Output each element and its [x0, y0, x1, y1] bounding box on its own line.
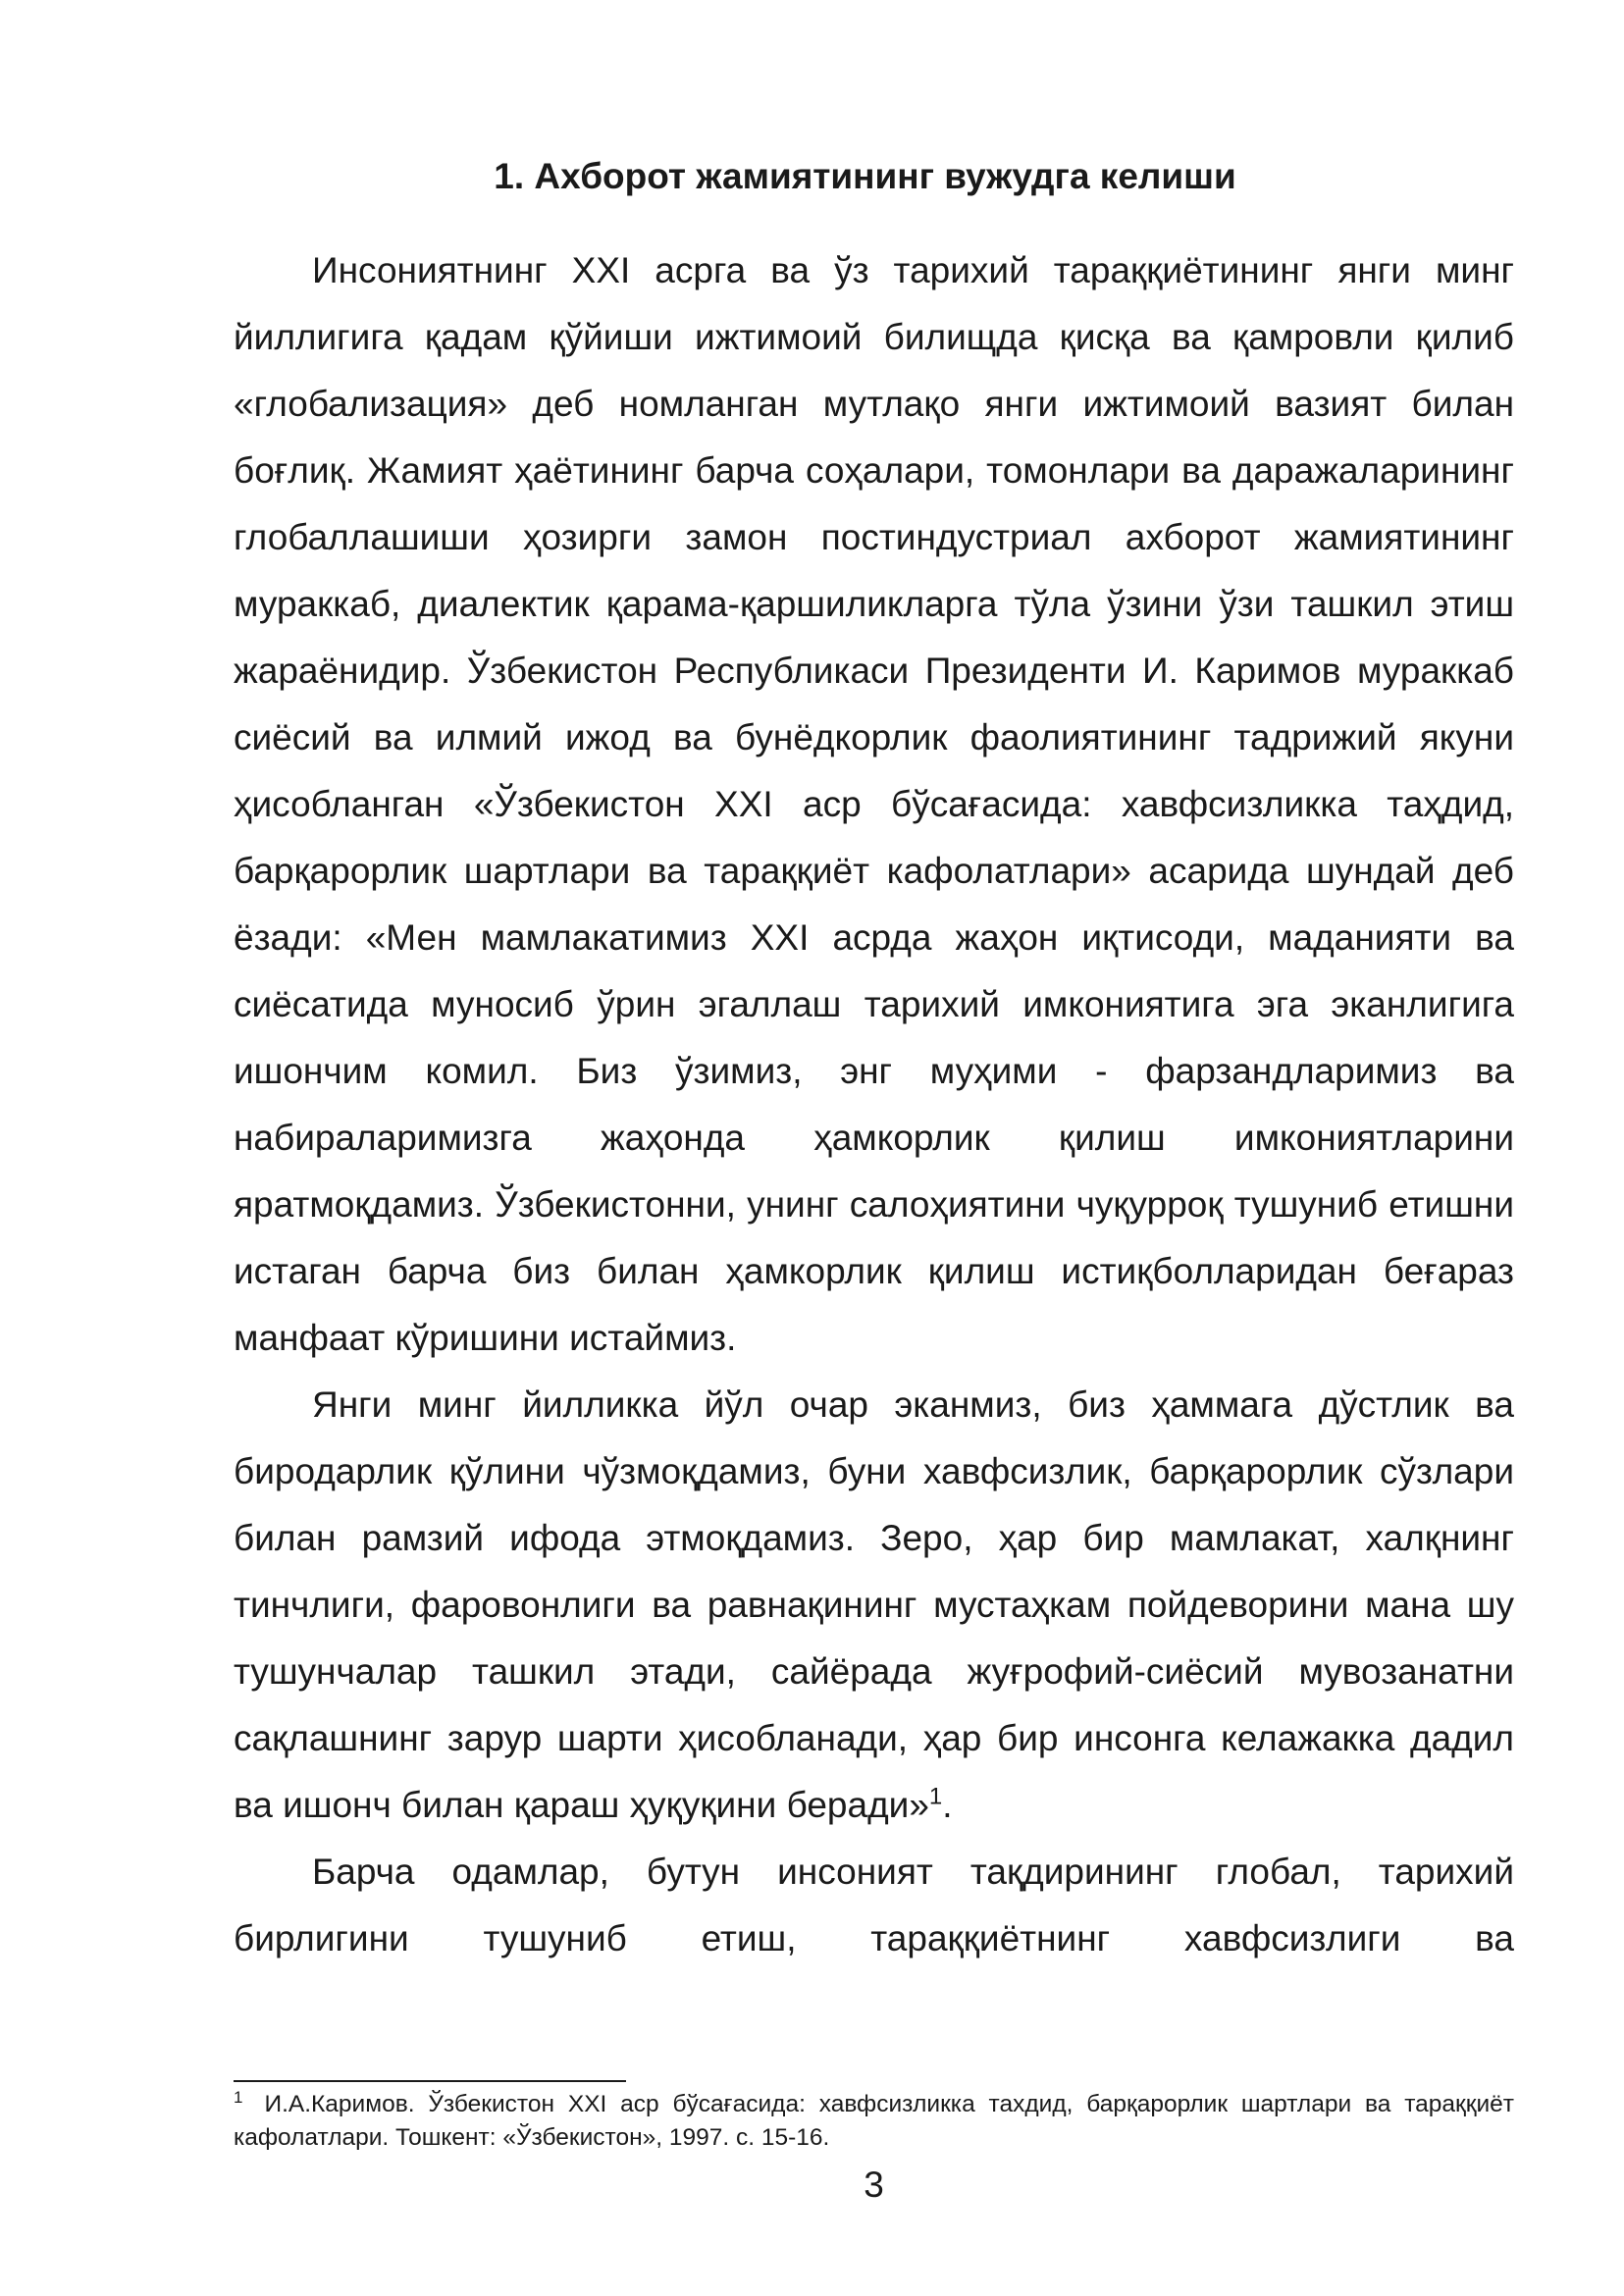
- footnote-separator: [234, 2080, 626, 2082]
- paragraph-1-text: Инсониятнинг XXI асрга ва ўз тарихий тараққиётининг янги минг йиллигига қадам қўйиши ижтимоий билищда қисқа ва қамровли қилиб «глобализация» деб номланган мутлақо янги ижтимоий вазият билан боғлиқ. Жамият ҳаётининг барча соҳалари, томонлари ва даражаларининг глобаллашиши ҳозирги замон постиндустриал ахборот жамиятининг мураккаб, диалектик қарама-қаршиликларга тўла ўзини ўзи ташкил этиш жараёнидир. Ўзбекистон Республикаси Президенти И. Каримов мураккаб сиёсий ва илмий ижод ва бунёдкорлик фаолиятининг тадрижий якуни ҳисобланган «Ўзбекистон XXI аср бўсағасида: хавфсизликка таҳдид, барқарорлик шартлари ва тараққиёт кафолатлари» асарида шундай деб ёзади: «Мен мамлакатимиз XXI асрда жаҳон иқтисоди, маданияти ва сиёсатида муносиб ўрин эгаллаш тарихий имкониятига эга эканлигига ишончим комил. Биз ўзимиз, энг муҳими - фарзандларимиз ва набираларимизга жаҳонда ҳамкорлик қилиш имкониятларини яратмоқдамиз. Ўзбекистонни, унинг салоҳиятини чуқурроқ тушуниб етишни истаган барча биз билан ҳамкорлик қилиш истиқболларидан беғараз манфаат кўришини истаймиз.: [234, 250, 1514, 1358]
- paragraph-1: [234, 237, 1514, 1372]
- footnote-mark: 1: [234, 2087, 243, 2107]
- paragraph-3: [234, 1839, 1514, 1972]
- footnote: [234, 2088, 1514, 2155]
- paragraph-3-text: Барча одамлар, бутун инсоният тақдирининг глобал, тарихий бирлигини тушуниб етиш, тараққиётнинг хавфсизлиги ва: [234, 1852, 1514, 1958]
- page-number: 3: [864, 2165, 884, 2205]
- body-text: [234, 237, 1514, 1972]
- paragraph-2-text: Янги минг йилликка йўл очар эканмиз, биз ҳаммага дўстлик ва биродарлик қўлини чўзмоқдамиз, буни хавфсизлик, барқарорлик сўзлари билан рамзий ифода этмоқдамиз. Зеро, ҳар бир мамлакат, халқнинг тинчлиги, фаровонлиги ва равнақининг мустаҳкам пойдеворини мана шу тушунчалар ташкил этади, сайёрада жуғрофий-сиёсий мувозанатни сақлашнинг зарур шарти ҳисобланади, ҳар бир инсонга келажакка дадил ва ишонч билан қараш ҳуқуқини беради»: [234, 1384, 1514, 1825]
- paragraph-2: [234, 1372, 1514, 1839]
- section-heading: 1. Ахборот жамиятининг вужудга келиши: [494, 156, 1236, 196]
- paragraph-2-trailing: .: [942, 1785, 953, 1825]
- footnote-reference[interactable]: 1: [928, 1783, 943, 1810]
- footnote-text: И.А.Каримов. Ўзбекистон XXI аср бўсағасида: хавфсизликка тахдид, барқарорлик шартлари ва тараққиёт кафолатлари. Тошкент: «Ўзбекистон», 1997. с. 15-16.: [234, 2091, 1514, 2151]
